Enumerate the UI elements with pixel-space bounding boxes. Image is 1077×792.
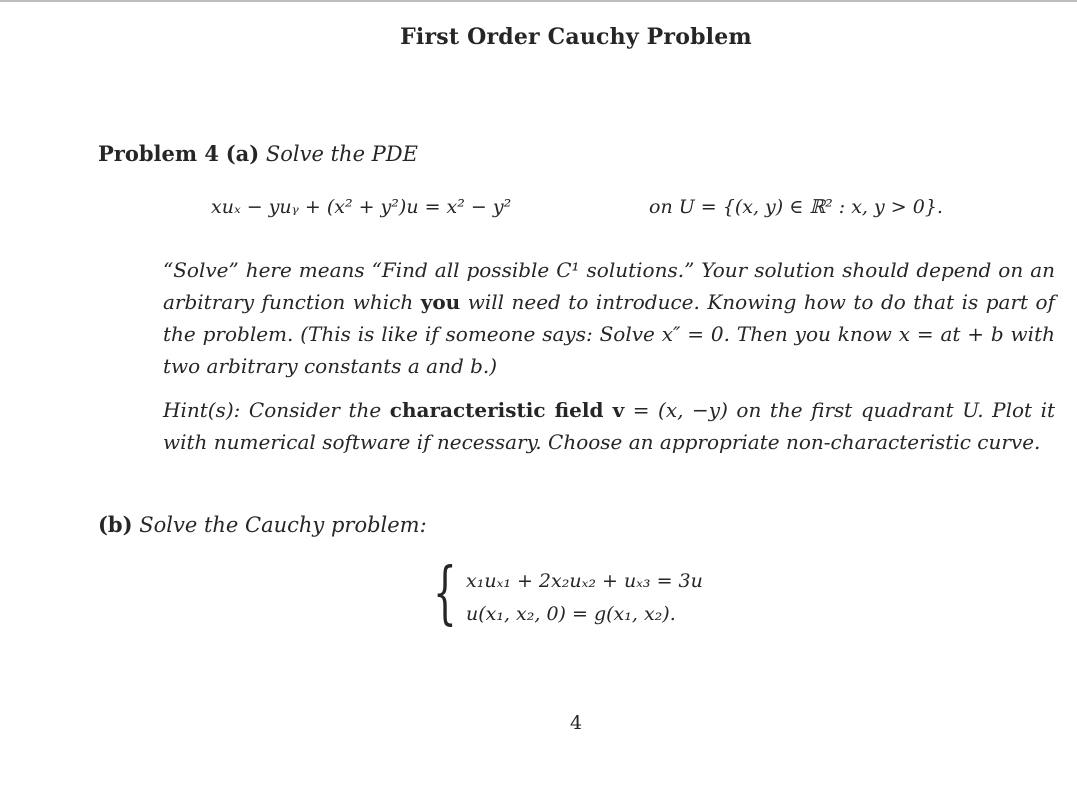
page-number: 4 (569, 712, 583, 734)
pde-equation: xuₓ − yuᵧ + (x² + y²)u = x² − y² (211, 196, 512, 218)
system-equation-2: u(x₁, x₂, 0) = g(x₁, x₂). (466, 603, 676, 625)
part-b-label: (b) (98, 512, 133, 537)
part-a-label: (a) (225, 141, 260, 166)
hint-paragraph (163, 394, 1055, 458)
part-b-heading (98, 512, 427, 537)
part-a-instruction: Solve the PDE (265, 142, 418, 166)
problem-label: Problem 4 (98, 141, 220, 166)
solve-text-1: “Solve” here means “Find all possible C¹ solutions.” Your solution should depend on an arbitrary function which (163, 258, 1055, 314)
pde-domain: on U = {(x, y) ∈ ℝ² : x, y > 0}. (649, 196, 943, 218)
problem-heading (98, 141, 418, 166)
system-brace: { (433, 554, 457, 633)
solve-paragraph (163, 254, 1055, 382)
solve-bold-you: you (420, 290, 461, 314)
solve-text-2: will need to introduce. Knowing how to do that is part of the problem. (This is like if someone says: Solve x″ = 0. Then you know x = at + b with two arbitrary constants a and b.) (163, 290, 1056, 378)
part-b-instruction: Solve the Cauchy problem: (139, 513, 427, 537)
page-title: First Order Cauchy Problem (400, 24, 752, 50)
hint-bold-field: characteristic field v (389, 398, 625, 422)
hint-text-1: Hint(s): Consider the (163, 398, 390, 422)
top-rule (0, 0, 1077, 2)
hint-text-2: = (x, −y) on the first quadrant U. Plot it with numerical software if necessary. Choose an appropriate non-characteristic curve. (163, 398, 1055, 454)
system-equation-1: x₁uₓ₁ + 2x₂uₓ₂ + uₓ₃ = 3u (466, 570, 703, 592)
